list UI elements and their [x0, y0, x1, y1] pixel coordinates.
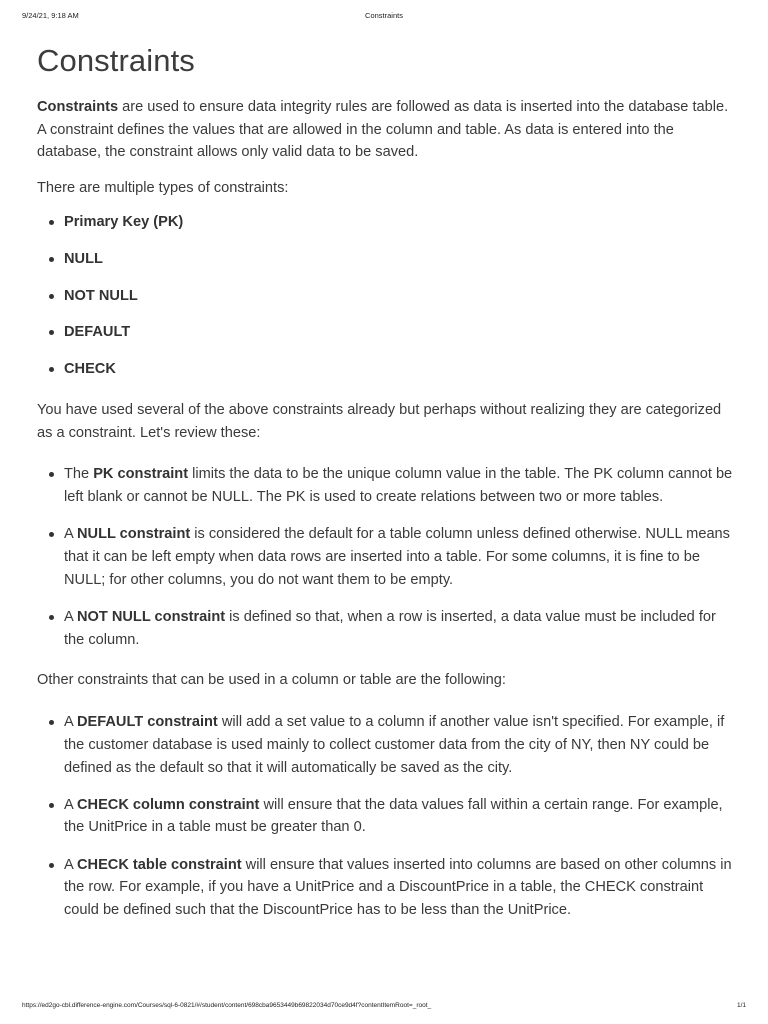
other-lead-paragraph: Other constraints that can be used in a column or table are the following: [37, 672, 506, 689]
other-item-prefix: A [64, 796, 77, 813]
print-header [22, 11, 746, 21]
intro-paragraph [37, 96, 737, 164]
intro-bold-term: Constraints [37, 99, 119, 115]
other-item-prefix: A [64, 714, 77, 731]
review-item-prefix: A [64, 609, 77, 625]
other-item-prefix: A [64, 856, 77, 873]
list-item-check: CHECK [37, 358, 737, 381]
other-item-text: will ensure that the data values fall within a certain range. For example, the UnitPrice in a table must be greater than 0. [64, 796, 723, 836]
print-page-count: 1/1 [736, 1002, 746, 1009]
other-item-default [37, 711, 737, 779]
review-item-prefix: The [64, 466, 94, 483]
review-lead-paragraph: You have used several of the above constraints already but perhaps without realizing they are categorized as a constraint. Let's review these: [37, 402, 722, 441]
print-datetime: 9/24/21, 9:18 AM [22, 11, 79, 20]
review-item-prefix: A [64, 526, 77, 543]
other-item-text: will ensure that values inserted into columns are based on other columns in the row. For example, if you have a UnitPrice and a DiscountPrice in a table, the CHECK constraint could be defined such that the DiscountPrice has to be less than the UnitPrice. [64, 856, 732, 919]
constraint-types-list [37, 211, 737, 381]
review-item-null [37, 523, 737, 591]
other-item-check-table [37, 854, 737, 922]
article-content [37, 40, 737, 922]
review-item-text: is defined so that, when a row is inserted, a data value must be included for the column. [64, 609, 716, 648]
intro-text: are used to ensure data integrity rules are followed as data is inserted into the database table. A constraint defines the values that are allowed in the column and table. As data is entered into the database, the constraint allows only valid data to be saved. [37, 99, 729, 161]
other-item-term: DEFAULT constraint [76, 714, 218, 731]
print-footer [22, 1002, 746, 1012]
print-url: https://ed2go-cbl.difference-engine.com/Courses/sql-6-0821/#/student/content/698cba9653449b69822034d70ce9d4f?contentItemRoot=_root_ [22, 1002, 432, 1009]
list-item-not-null: NOT NULL [37, 285, 737, 308]
review-item-term: PK constraint [93, 466, 189, 483]
page-title: Constraints [37, 43, 195, 78]
other-item-term: CHECK table constraint [76, 856, 242, 873]
review-list [37, 463, 737, 651]
review-item-pk [37, 463, 737, 508]
types-lead-paragraph: There are multiple types of constraints: [37, 180, 289, 197]
other-item-text: will add a set value to a column if another value isn't specified. For example, if the customer database is used mainly to collect customer data from the city of NY, then NY could be defined as the default so that it will automatically be saved as the city. [64, 714, 725, 776]
list-item-null: NULL [37, 248, 737, 271]
other-item-term: CHECK column constraint [76, 796, 260, 813]
list-item-primary-key: Primary Key (PK) [37, 211, 737, 234]
review-item-not-null [37, 606, 737, 651]
other-item-check-column [37, 794, 737, 839]
review-item-text: limits the data to be the unique column value in the table. The PK column cannot be left blank or cannot be NULL. The PK is used to create relations between two or more tables. [64, 466, 733, 506]
print-page-title: Constraints [365, 11, 403, 20]
review-item-term: NOT NULL constraint [76, 609, 226, 625]
review-item-text: is considered the default for a table column unless defined otherwise. NULL means that it can be left empty when data rows are inserted into a table. For some columns, it is fine to be NULL; for other columns, you do not want them to be empty. [64, 526, 730, 588]
review-item-term: NULL constraint [76, 526, 191, 543]
list-item-default: DEFAULT [37, 321, 737, 344]
other-constraints-list [37, 711, 737, 922]
